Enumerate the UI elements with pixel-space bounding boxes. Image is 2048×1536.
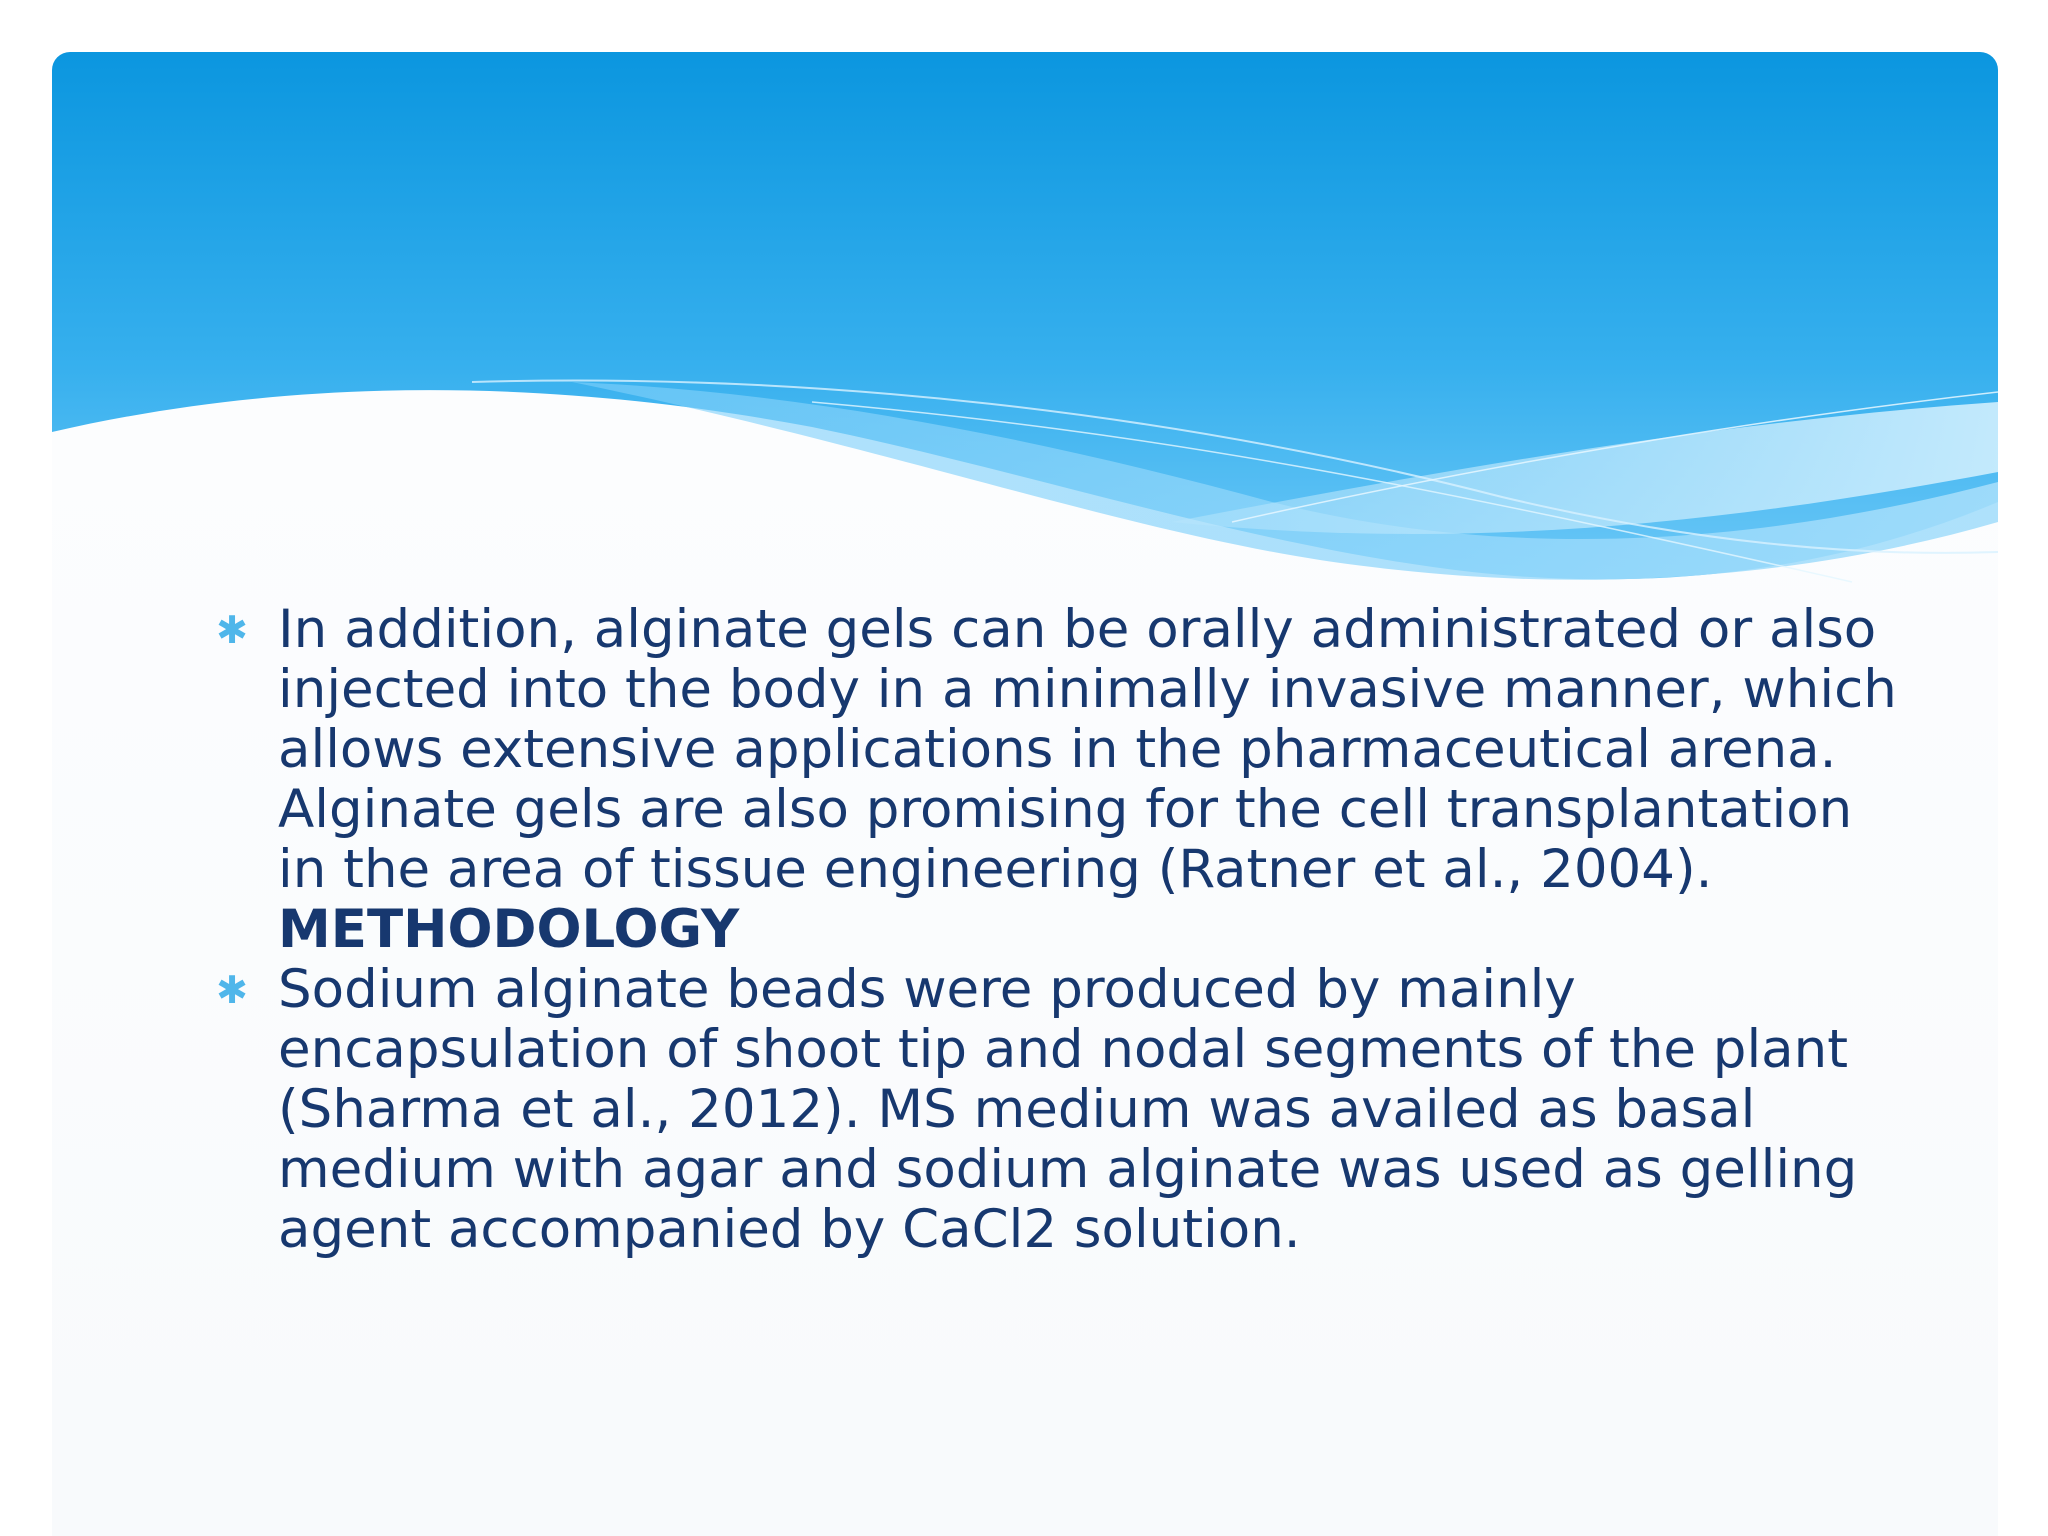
- bullet-list: [212, 600, 1912, 1260]
- asterisk-bullet-icon: ✱: [216, 968, 248, 1012]
- bullet-item-alginate-applications: [212, 600, 1912, 960]
- wave-header-graphic: [52, 52, 1998, 592]
- section-heading-methodology: METHODOLOGY: [278, 899, 740, 960]
- slide: [52, 52, 1998, 1536]
- bullet-item-sodium-alginate-beads: [212, 960, 1912, 1260]
- bullet-text: Sodium alginate beads were produced by mainly encapsulation of shoot tip and nodal segments of the plant (Sharma et al., 2012). MS medium was availed as basal medium with agar and sodium alginate was used as gelling agent accompanied by CaCl2 solution.: [278, 959, 1858, 1260]
- asterisk-bullet-icon: ✱: [216, 608, 248, 652]
- bullet-text: In addition, alginate gels can be orally administrated or also injected into the body in a minimally invasive manner, which allows extensive applications in the pharmaceutical arena. Alginate gels are also promising for the cell transplantation in the area of tissue engineering (Ratner et al., 2004).: [278, 599, 1897, 900]
